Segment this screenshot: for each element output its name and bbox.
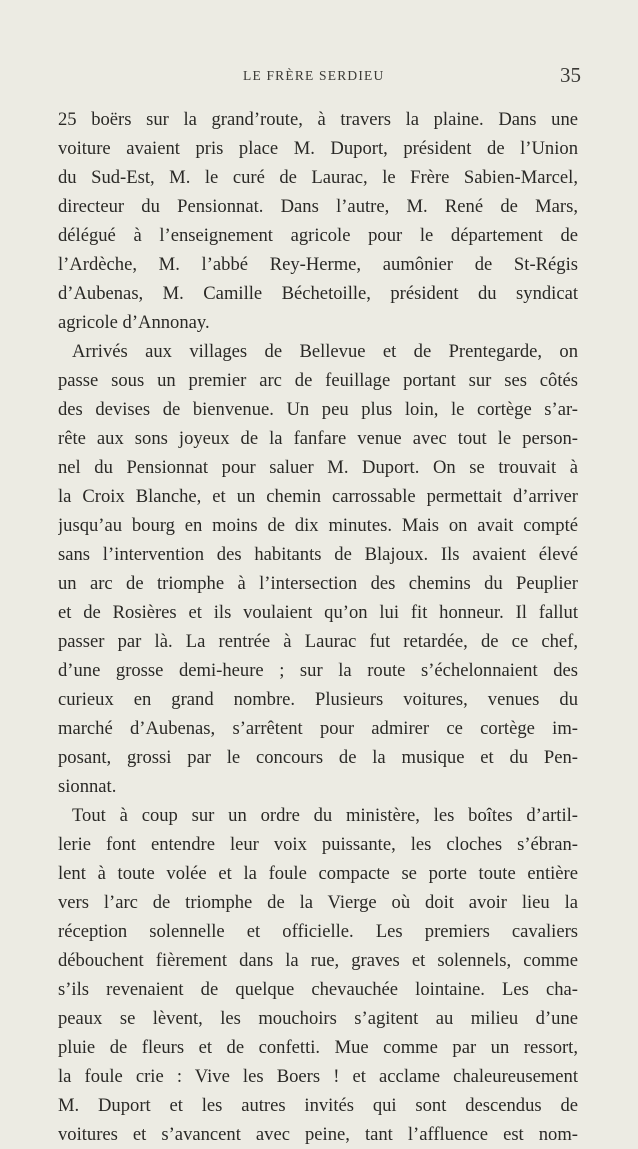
text-line: lent à toute volée et la foule compacte se porte toute entière xyxy=(58,863,578,884)
text-line: un arc de triomphe à l’intersection des chemins du Peuplier xyxy=(58,573,578,594)
text-line: passer par là. La rentrée à Laurac fut retardée, de ce chef, xyxy=(58,631,578,652)
text-line: la Croix Blanche, et un chemin carrossable permettait d’arriver xyxy=(58,486,578,507)
text-line: directeur du Pensionnat. Dans l’autre, M. René de Mars, xyxy=(58,196,578,217)
text-line: d’une grosse demi-heure ; sur la route s’échelonnaient des xyxy=(58,660,578,681)
text-line: 25 boërs sur la grand’route, à travers la plaine. Dans une xyxy=(58,109,578,130)
text-line: lerie font entendre leur voix puissante, les cloches s’ébran- xyxy=(58,834,578,855)
text-line: peaux se lèvent, les mouchoirs s’agitent au milieu d’une xyxy=(58,1008,578,1029)
text-line: sionnat. xyxy=(58,776,117,797)
text-line: agricole d’Annonay. xyxy=(58,312,210,333)
text-line: et de Rosières et ils voulaient qu’on lui fit honneur. Il fallut xyxy=(58,602,578,623)
text-line: rête aux sons joyeux de la fanfare venue avec tout le person- xyxy=(58,428,578,449)
text-line: Arrivés aux villages de Bellevue et de Prentegarde, on xyxy=(72,341,578,362)
text-line: curieux en grand nombre. Plusieurs voitures, venues du xyxy=(58,689,578,710)
text-line: s’ils revenaient de quelque chevauchée lointaine. Les cha- xyxy=(58,979,578,1000)
page-number: 35 xyxy=(560,63,581,87)
text-line: Tout à coup sur un ordre du ministère, les boîtes d’artil- xyxy=(72,805,578,826)
text-line: des devises de bienvenue. Un peu plus loin, le cortège s’ar- xyxy=(58,399,578,420)
text-line: débouchent fièrement dans la rue, graves et solennels, comme xyxy=(58,950,578,971)
text-line: pluie de fleurs et de confetti. Mue comme par un ressort, xyxy=(58,1037,578,1058)
text-line: marché d’Aubenas, s’arrêtent pour admirer ce cortège im- xyxy=(58,718,578,739)
text-line: sans l’intervention des habitants de Blajoux. Ils avaient élevé xyxy=(58,544,578,565)
text-line: jusqu’au bourg en moins de dix minutes. Mais on avait compté xyxy=(58,515,578,536)
text-line: l’Ardèche, M. l’abbé Rey-Herme, aumônier de St-Régis xyxy=(58,254,578,275)
running-head xyxy=(0,63,638,90)
text-line: du Sud-Est, M. le curé de Laurac, le Frère Sabien-Marcel, xyxy=(58,167,578,188)
text-line: M. Duport et les autres invités qui sont descendus de xyxy=(58,1095,578,1116)
text-line: voitures et s’avancent avec peine, tant l’affluence est nom- xyxy=(58,1124,578,1145)
text-line: délégué à l’enseignement agricole pour le département de xyxy=(58,225,578,246)
text-line: la foule crie : Vive les Boers ! et acclame chaleureusement xyxy=(58,1066,578,1087)
running-title: LE FRÈRE SERDIEU xyxy=(243,68,385,83)
text-line: passe sous un premier arc de feuillage portant sur ses côtés xyxy=(58,370,578,391)
text-line: nel du Pensionnat pour saluer M. Duport. On se trouvait à xyxy=(58,457,578,478)
text-line: réception solennelle et officielle. Les premiers cavaliers xyxy=(58,921,578,942)
text-line: voiture avaient pris place M. Duport, président de l’Union xyxy=(58,138,578,159)
text-line: posant, grossi par le concours de la musique et du Pen- xyxy=(58,747,578,768)
text-line: vers l’arc de triomphe de la Vierge où doit avoir lieu la xyxy=(58,892,578,913)
text-line: d’Aubenas, M. Camille Béchetoille, président du syndicat xyxy=(58,283,578,304)
body-text xyxy=(58,105,578,1149)
